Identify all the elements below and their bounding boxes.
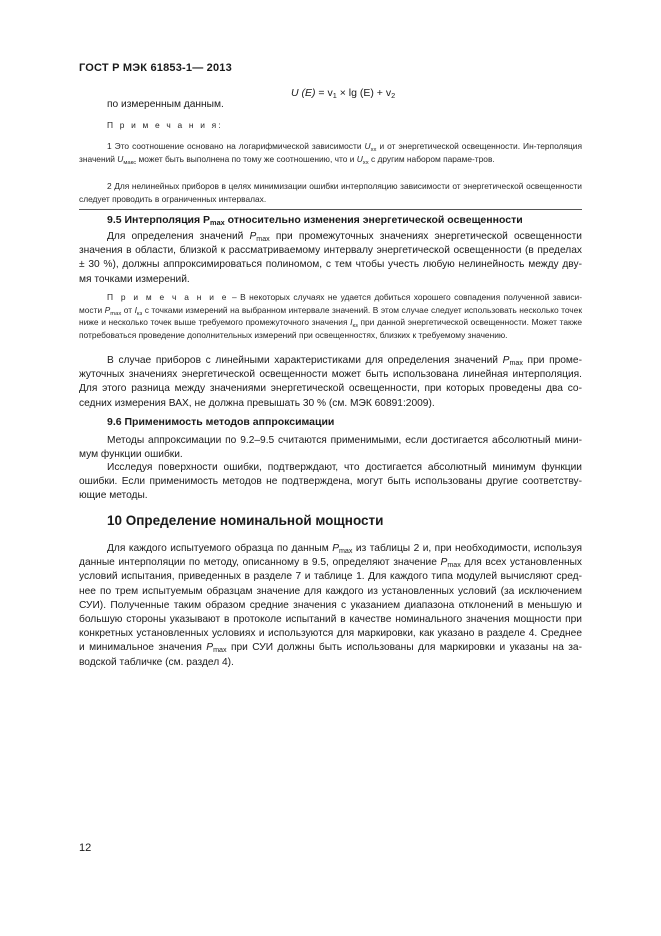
formula: U $(E) = v_1 \times \lg (E) + v_2$ bbox=[291, 87, 396, 100]
formula-lhs: U (E) bbox=[291, 87, 316, 99]
page-number: 12 bbox=[79, 842, 92, 854]
section-10-paragraph: Для каждого испытуемого образца по данным $P_{max}$ из таблицы 2 и, при необходимости, используя данные интерполяции по методу, описанному в 9.5, определяют значение $P_{max}$ для всех установленных условий испытания, приведенных в разделе 7 и таблице 1. Для каждого типа модулей вычисляют сред-нее по трем испытуемым образцам значение для каждого из установленных условий (за исключением СУИ). Полученные таким образом средние значения с указанием диапазона отклонений в меньшую и большую стороны указывают в протоколе испытаний в качестве номинального значения мощности при конкретных установленных условиях и используются для маркировки, как указано в разделе 4. Среднее и минимальное значения $P_{max}$ при СУИ должны быть использованы для маркировки и указаны на за-водской табличке (см. раздел 4). bbox=[79, 543, 582, 668]
note-1: 1 Это соотношение основано на логарифмической зависимости $U_{хх}$ и от энергетической освещенности. Ин-терполяция значений $U_{макс}$ может быть выполнена по тому же соотношению, что и $U_{хх}$ с другим набором параме-тров. bbox=[79, 141, 582, 166]
section-9-6-paragraph-1: Методы аппроксимации по 9.2–9.5 считаются применимыми, если достигается абсолютный мини-мум функции ошибки. bbox=[79, 435, 582, 461]
document-header: ГОСТ Р МЭК 61853-1— 2013 bbox=[79, 62, 232, 74]
note-2: 2 Для нелинейных приборов в целях минимизации ошибки интерполяцию зависимости от энергетической освещенности следует проводить в ограниченных интервалах. bbox=[79, 181, 582, 204]
section-9-5-paragraph-2: В случае приборов с линейными характеристиками для определения значений $P_{max}$ при проме-жуточных значениях энергетической освещенности может быть использована линейная интерполяция. Для этого разница между значениями энергетической освещенности, при которых проведены два со-седних измерения ВАХ, не должна превышать 30 % (см. МЭК 60891:2009). bbox=[79, 355, 582, 409]
divider bbox=[79, 209, 582, 210]
intro-line: по измеренным данным. bbox=[107, 99, 224, 110]
section-9-5-note: П р и м е ч а н и е – В некоторых случаях не удается добиться хорошего совпадения полученной зависи-мости $P_{max}$ от $I_{кз}$ с точками измерений на выбранном интервале значений. В этом случае следует использовать несколько точек ниже и несколько точек выше требуемого промежуточного значения $I_{кз}$ при данной энергетической освещенности. Может также потребоваться проведение дополнительных измерений при освещенностях, близких к требуемому значению. bbox=[79, 292, 582, 340]
section-10-heading: 10 Определение номинальной мощности bbox=[107, 513, 384, 528]
section-9-6-heading: 9.6 Применимость методов аппроксимации bbox=[107, 416, 335, 428]
notes-title: П р и м е ч а н и я: bbox=[107, 120, 223, 130]
section-9-5-heading: 9.5 Интерполяция $P_{max}$ относительно изменения энергетической освещенности bbox=[107, 214, 523, 227]
section-9-5-paragraph-1: Для определения значений $P_{max}$ при промежуточных значениях энергетической освещенности значения в области, близкой к рассматриваемому интервалу энергетической освещенности (в пределах ± 30 %), должны аппроксимироваться полиномом, с тем чтобы учесть любую нелинейность между дву-мя точками измерений. bbox=[79, 231, 582, 285]
section-9-6-paragraph-2: Исследуя поверхности ошибки, подтверждают, что достигается абсолютный минимум функции ошибки. Если применимость методов не подтверждена, могут быть использованы другие соответству-ющие методы. bbox=[79, 462, 582, 502]
